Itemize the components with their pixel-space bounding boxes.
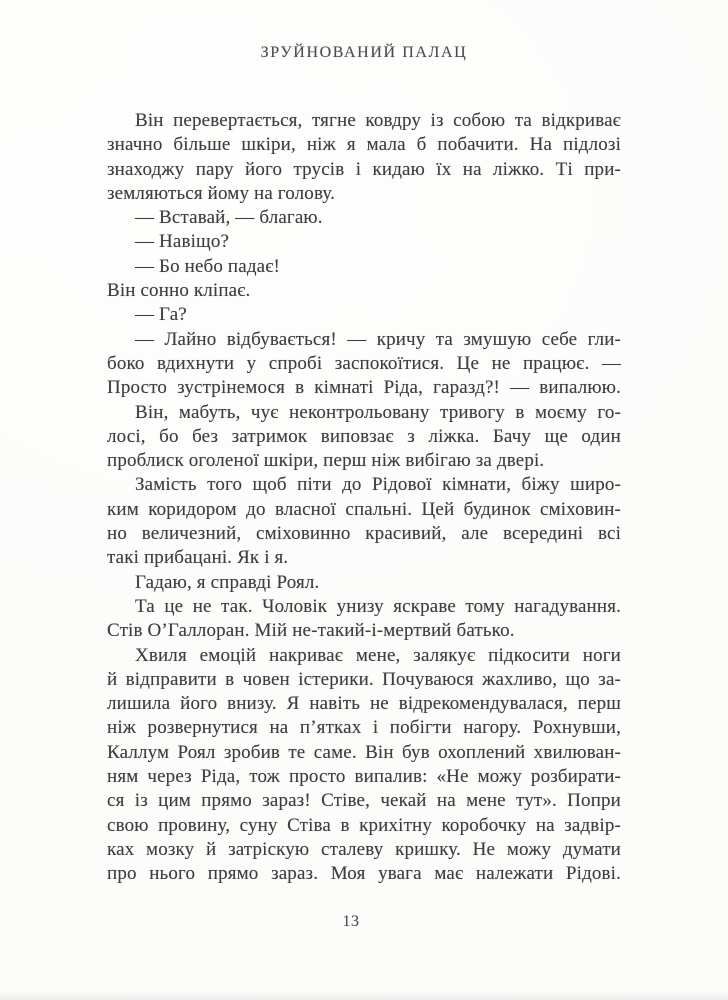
text-line: — Га? bbox=[135, 304, 187, 326]
paragraph bbox=[107, 230, 621, 254]
text-line: но величезний, сміховинно красивий, але всередині всі bbox=[107, 523, 621, 545]
text-line: лишила його внизу. Я навіть не відрекомендувалася, перш bbox=[107, 693, 621, 715]
text-line: ся із цим прямо зараз! Стіве, чекай на мене тут». Попри bbox=[107, 790, 621, 812]
text-line: Та це не так. Чоловік унизу яскраве тому нагадування. bbox=[135, 595, 621, 617]
page-number-folio: 13 bbox=[342, 913, 360, 930]
text-line: боко вдихнути у спробі заспокоїтися. Це не працює. — bbox=[107, 352, 621, 374]
text-line: значно більше шкіри, ніж я мала б побачити. На підлозі bbox=[107, 134, 621, 156]
text-line: Він, мабуть, чує неконтрольовану тривогу в моєму го- bbox=[135, 401, 621, 423]
text-line: про нього прямо зараз. Моя увага має належати Рідові. bbox=[107, 863, 621, 885]
paragraph bbox=[107, 109, 621, 206]
text-line: знаходжу пару його трусів і кидаю їх на ліжко. Ті при- bbox=[107, 158, 621, 180]
text-line: ким коридором до власної спальні. Цей будинок сміховин- bbox=[107, 498, 621, 520]
text-line: Стів О’Галлоран. Мій не-такий-і-мертвий батько. bbox=[107, 620, 515, 642]
paragraph bbox=[107, 644, 621, 887]
text-line: лосі, бо без затримок виповзає з ліжка. Бачу ще один bbox=[107, 425, 621, 447]
text-line: Гадаю, я справді Роял. bbox=[135, 571, 320, 593]
text-line: такі прибацані. Як і я. bbox=[107, 547, 289, 569]
text-line: Він сонно кліпає. bbox=[107, 280, 251, 302]
text-line: Просто зустрінемося в кімнаті Ріда, гаразд?! — випалюю. bbox=[107, 377, 621, 399]
running-header: ЗРУЙНОВАНИЙ ПАЛАЦ bbox=[260, 44, 468, 61]
text-line: Замість того щоб піти до Рідової кімнати, біжу широ- bbox=[135, 474, 621, 496]
paragraph bbox=[107, 279, 621, 303]
text-line: й відправити в човен істерики. Почуваюся жахливо, що за- bbox=[107, 668, 621, 690]
paragraph bbox=[107, 595, 621, 644]
text-line: земляються йому на голову. bbox=[107, 182, 336, 204]
text-line: ням через Ріда, тож просто випалив: «Не можу розбирати- bbox=[107, 766, 621, 788]
paragraph bbox=[107, 255, 621, 279]
paragraph bbox=[107, 571, 621, 595]
paragraph bbox=[107, 473, 621, 570]
text-line: — Лайно відбувається! — кричу та змушую себе гли- bbox=[135, 328, 621, 350]
text-line: проблиск оголеної шкіри, перш ніж вибігаю за двері. bbox=[107, 450, 545, 472]
page-body-text bbox=[107, 109, 621, 887]
text-line: — Навіщо? bbox=[135, 231, 230, 253]
text-line: Хвиля емоцій накриває мене, залякує підкосити ноги bbox=[135, 644, 621, 666]
paragraph bbox=[107, 328, 621, 401]
text-line: Каллум Роял зробив те саме. Він був охоплений хвилюван- bbox=[107, 741, 621, 763]
text-line: ках мозку й затріскую сталеву кришку. Не можу думати bbox=[107, 838, 621, 860]
paragraph bbox=[107, 401, 621, 474]
paragraph bbox=[107, 303, 621, 327]
paragraph bbox=[107, 206, 621, 230]
text-line: Він перевертається, тягне ковдру із собою та відкриває bbox=[135, 110, 621, 131]
text-line: — Бо небо падає! bbox=[135, 255, 281, 277]
text-line: — Вставай, — благаю. bbox=[135, 207, 323, 229]
text-line: ніж розвернутися на п’ятках і побігти нагору. Рохнувши, bbox=[107, 717, 621, 739]
text-line: свою провину, суну Стіва в крихітну коробочку на задвір- bbox=[107, 814, 621, 836]
